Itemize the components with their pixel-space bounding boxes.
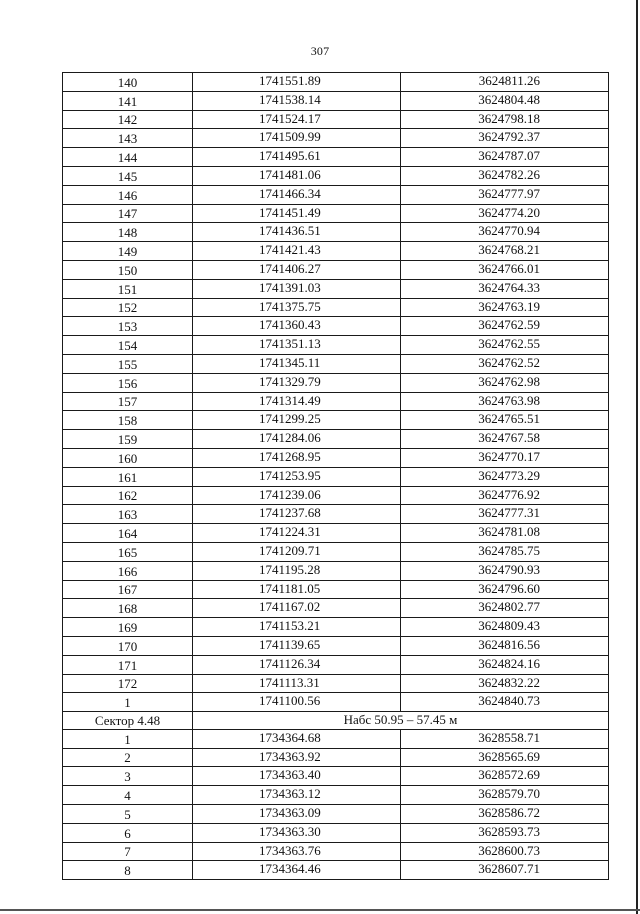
point-number-cell: 162 [63,486,193,505]
x-coordinate-cell: 1741524.17 [193,110,401,129]
point-number-cell: 157 [63,392,193,411]
y-coordinate-cell: 3624782.26 [401,166,609,185]
y-coordinate-cell: 3624770.94 [401,223,609,242]
x-coordinate-cell: 1734364.68 [193,729,401,748]
table-row [63,392,609,411]
point-number-cell: 145 [63,166,193,185]
table-row [63,636,609,655]
table-row [63,524,609,543]
point-number-cell: 3 [63,767,193,786]
point-number-cell: 144 [63,148,193,167]
y-coordinate-cell: 3624792.37 [401,129,609,148]
x-coordinate-cell: 1741466.34 [193,185,401,204]
y-coordinate-cell: 3624777.31 [401,505,609,524]
point-number-cell: 171 [63,655,193,674]
table-row [63,542,609,561]
x-coordinate-cell: 1741495.61 [193,148,401,167]
point-number-cell: 160 [63,448,193,467]
y-coordinate-cell: 3624762.52 [401,354,609,373]
x-coordinate-cell: 1741421.43 [193,242,401,261]
table-row [63,655,609,674]
x-coordinate-cell: 1741345.11 [193,354,401,373]
table-row [63,618,609,637]
table-row [63,430,609,449]
y-coordinate-cell: 3624767.58 [401,430,609,449]
y-coordinate-cell: 3624785.75 [401,542,609,561]
point-number-cell: 172 [63,674,193,693]
y-coordinate-cell: 3628558.71 [401,729,609,748]
point-number-cell: 154 [63,336,193,355]
table-row [63,580,609,599]
point-number-cell: 156 [63,373,193,392]
y-coordinate-cell: 3628586.72 [401,805,609,824]
table-row [63,336,609,355]
table-row [63,298,609,317]
point-number-cell: 146 [63,185,193,204]
x-coordinate-cell: 1741314.49 [193,392,401,411]
x-coordinate-cell: 1741239.06 [193,486,401,505]
x-coordinate-cell: 1741481.06 [193,166,401,185]
y-coordinate-cell: 3624764.33 [401,279,609,298]
point-number-cell: 2 [63,748,193,767]
x-coordinate-cell: 1741451.49 [193,204,401,223]
x-coordinate-cell: 1741113.31 [193,674,401,693]
point-number-cell: 1 [63,693,193,712]
y-coordinate-cell: 3624762.98 [401,373,609,392]
table-row [63,767,609,786]
page-number: 307 [310,44,330,58]
x-coordinate-cell: 1734363.40 [193,767,401,786]
sector-height-range: Набс 50.95 – 57.45 м [193,712,609,730]
table-row [63,242,609,261]
table-row [63,166,609,185]
x-coordinate-cell: 1741391.03 [193,279,401,298]
table-row [63,467,609,486]
x-coordinate-cell: 1741509.99 [193,129,401,148]
y-coordinate-cell: 3624832.22 [401,674,609,693]
table-row [63,748,609,767]
y-coordinate-cell: 3624809.43 [401,618,609,637]
page-edge-right [636,0,638,914]
x-coordinate-cell: 1734363.76 [193,842,401,861]
point-number-cell: 150 [63,260,193,279]
x-coordinate-cell: 1741284.06 [193,430,401,449]
table-row [63,73,609,92]
table-row [63,561,609,580]
x-coordinate-cell: 1741237.68 [193,505,401,524]
x-coordinate-cell: 1741126.34 [193,655,401,674]
table-row [63,786,609,805]
table-row [63,110,609,129]
point-number-cell: 1 [63,729,193,748]
table-row [63,260,609,279]
y-coordinate-cell: 3628607.71 [401,861,609,880]
y-coordinate-cell: 3628600.73 [401,842,609,861]
y-coordinate-cell: 3624787.07 [401,148,609,167]
x-coordinate-cell: 1734364.46 [193,861,401,880]
x-coordinate-cell: 1734363.12 [193,786,401,805]
x-coordinate-cell: 1734363.30 [193,823,401,842]
table-row [63,486,609,505]
y-coordinate-cell: 3624802.77 [401,599,609,618]
point-number-cell: 169 [63,618,193,637]
y-coordinate-cell: 3628565.69 [401,748,609,767]
x-coordinate-cell: 1741375.75 [193,298,401,317]
x-coordinate-cell: 1734363.09 [193,805,401,824]
y-coordinate-cell: 3624768.21 [401,242,609,261]
table-row [63,842,609,861]
y-coordinate-cell: 3624766.01 [401,260,609,279]
point-number-cell: 140 [63,73,193,92]
x-coordinate-cell: 1741209.71 [193,542,401,561]
x-coordinate-cell: 1741360.43 [193,317,401,336]
y-coordinate-cell: 3624773.29 [401,467,609,486]
x-coordinate-cell: 1741153.21 [193,618,401,637]
x-coordinate-cell: 1741253.95 [193,467,401,486]
table-row [63,599,609,618]
table-row [63,91,609,110]
x-coordinate-cell: 1741406.27 [193,260,401,279]
y-coordinate-cell: 3624777.97 [401,185,609,204]
x-coordinate-cell: 1741224.31 [193,524,401,543]
point-number-cell: 7 [63,842,193,861]
point-number-cell: 143 [63,129,193,148]
x-coordinate-cell: 1741195.28 [193,561,401,580]
y-coordinate-cell: 3624798.18 [401,110,609,129]
sector-label: Сектор 4.48 [63,712,193,730]
y-coordinate-cell: 3624811.26 [401,73,609,92]
x-coordinate-cell: 1741299.25 [193,411,401,430]
table-row [63,279,609,298]
y-coordinate-cell: 3624840.73 [401,693,609,712]
x-coordinate-cell: 1741329.79 [193,373,401,392]
table-row [63,861,609,880]
table-row [63,505,609,524]
table-row [63,805,609,824]
point-number-cell: 167 [63,580,193,599]
x-coordinate-cell: 1741167.02 [193,599,401,618]
y-coordinate-cell: 3624770.17 [401,448,609,467]
table-row [63,354,609,373]
point-number-cell: 166 [63,561,193,580]
y-coordinate-cell: 3624824.16 [401,655,609,674]
y-coordinate-cell: 3628572.69 [401,767,609,786]
point-number-cell: 5 [63,805,193,824]
point-number-cell: 151 [63,279,193,298]
table-row [63,823,609,842]
x-coordinate-cell: 1741268.95 [193,448,401,467]
page-edge-bottom [0,909,640,911]
table-row [63,373,609,392]
point-number-cell: 170 [63,636,193,655]
table-row [63,223,609,242]
y-coordinate-cell: 3624763.98 [401,392,609,411]
table-body-before-sector [63,73,609,712]
table-row [63,185,609,204]
sector-header-group [63,712,609,730]
point-number-cell: 155 [63,354,193,373]
y-coordinate-cell: 3624763.19 [401,298,609,317]
x-coordinate-cell: 1741100.56 [193,693,401,712]
y-coordinate-cell: 3624774.20 [401,204,609,223]
point-number-cell: 4 [63,786,193,805]
point-number-cell: 149 [63,242,193,261]
table-row [63,448,609,467]
y-coordinate-cell: 3624816.56 [401,636,609,655]
y-coordinate-cell: 3624790.93 [401,561,609,580]
x-coordinate-cell: 1741551.89 [193,73,401,92]
point-number-cell: 148 [63,223,193,242]
y-coordinate-cell: 3628579.70 [401,786,609,805]
table-row [63,693,609,712]
y-coordinate-cell: 3624781.08 [401,524,609,543]
point-number-cell: 159 [63,430,193,449]
point-number-cell: 8 [63,861,193,880]
y-coordinate-cell: 3628593.73 [401,823,609,842]
table-row [63,204,609,223]
x-coordinate-cell: 1741139.65 [193,636,401,655]
table-row [63,411,609,430]
table-row [63,674,609,693]
x-coordinate-cell: 1741351.13 [193,336,401,355]
point-number-cell: 165 [63,542,193,561]
y-coordinate-cell: 3624765.51 [401,411,609,430]
point-number-cell: 163 [63,505,193,524]
point-number-cell: 147 [63,204,193,223]
x-coordinate-cell: 1741538.14 [193,91,401,110]
table-row [63,317,609,336]
point-number-cell: 164 [63,524,193,543]
point-number-cell: 161 [63,467,193,486]
y-coordinate-cell: 3624804.48 [401,91,609,110]
point-number-cell: 153 [63,317,193,336]
x-coordinate-cell: 1741181.05 [193,580,401,599]
sector-header-row [63,712,609,730]
point-number-cell: 152 [63,298,193,317]
x-coordinate-cell: 1741436.51 [193,223,401,242]
coordinates-table [62,72,609,880]
y-coordinate-cell: 3624776.92 [401,486,609,505]
y-coordinate-cell: 3624796.60 [401,580,609,599]
point-number-cell: 141 [63,91,193,110]
point-number-cell: 158 [63,411,193,430]
point-number-cell: 168 [63,599,193,618]
x-coordinate-cell: 1734363.92 [193,748,401,767]
point-number-cell: 142 [63,110,193,129]
table-row [63,729,609,748]
point-number-cell: 6 [63,823,193,842]
table-body-after-sector [63,729,609,879]
y-coordinate-cell: 3624762.55 [401,336,609,355]
table-row [63,129,609,148]
table-row [63,148,609,167]
y-coordinate-cell: 3624762.59 [401,317,609,336]
